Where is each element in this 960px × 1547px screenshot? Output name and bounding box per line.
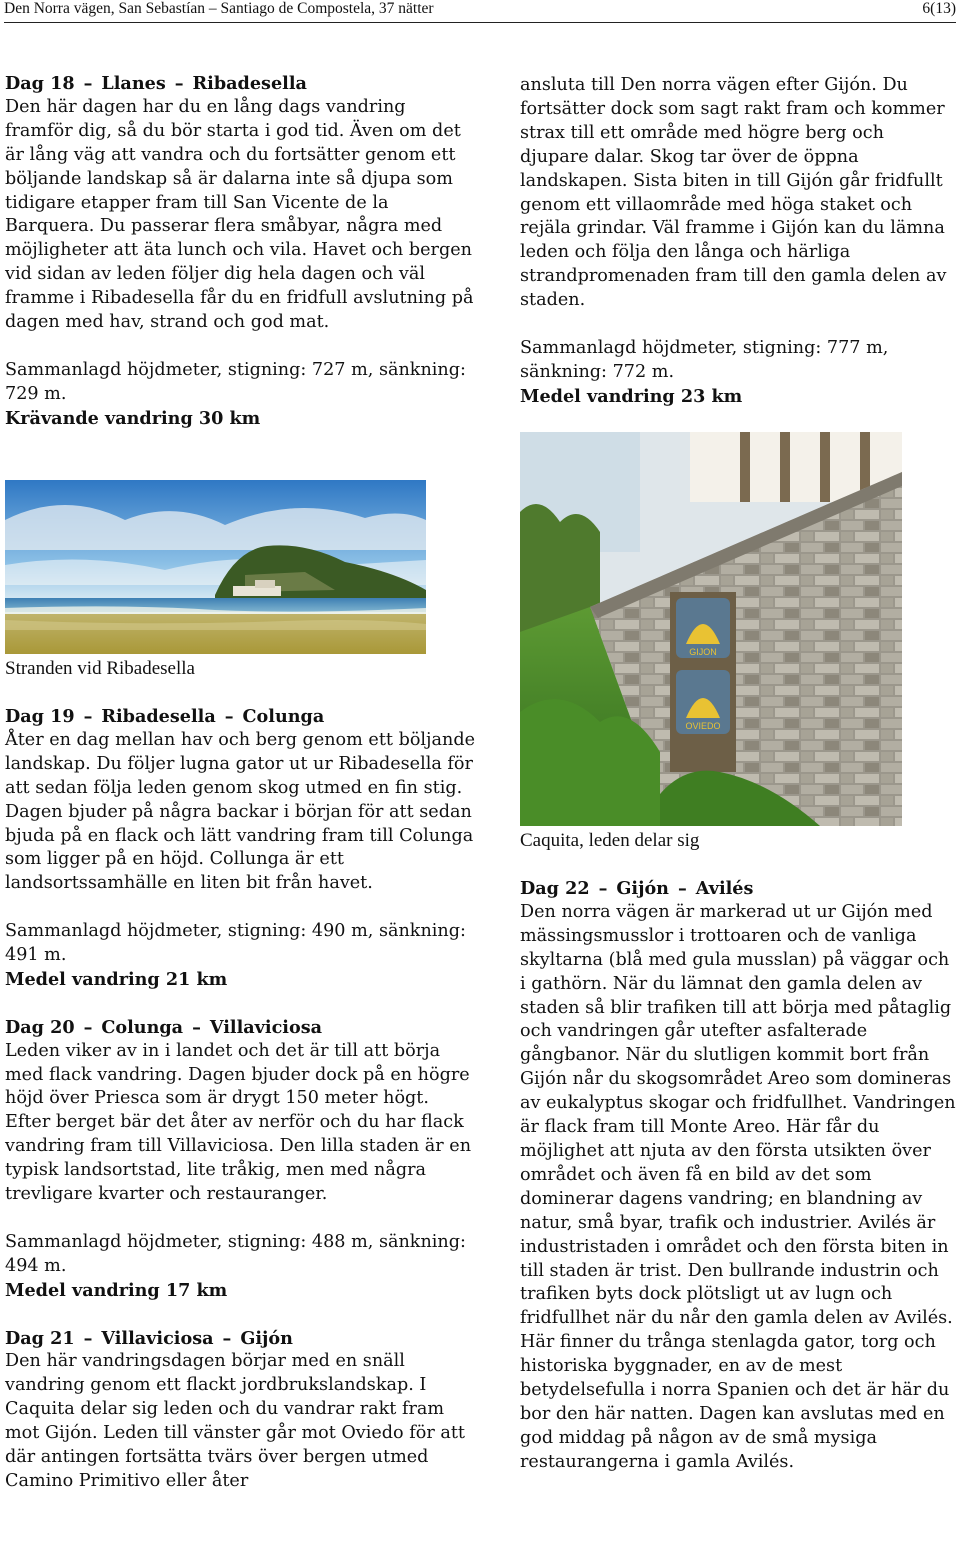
day22-to: Avilés bbox=[695, 878, 754, 899]
day18-summary: Krävande vandring 30 km bbox=[5, 407, 261, 429]
day18-section bbox=[5, 72, 477, 431]
day21-summary: Medel vandring 23 km bbox=[520, 385, 743, 407]
day19-label: Dag 19 bbox=[5, 706, 75, 727]
day20-elevation: Sammanlagd höjdmeter, stigning: 488 m, sänkning: 494 m. bbox=[5, 1231, 466, 1276]
day22-section bbox=[520, 877, 958, 1475]
wall-sign-top: GIJON bbox=[689, 647, 717, 657]
day21-continued bbox=[520, 74, 958, 409]
day19-summary: Medel vandring 21 km bbox=[5, 968, 228, 990]
day19-21-section bbox=[5, 705, 477, 1494]
day21-heading: Dag 21 – Villaviciosa – Gijón bbox=[5, 1327, 293, 1349]
day19-from: Ribadesella bbox=[101, 706, 216, 727]
beach-photo bbox=[5, 480, 426, 654]
day20-text: Leden viker av in i landet och det är till att börja med flack vandring. Dagen bjuder dock på en högre höjd över Priesca som är drygt 150 meter högt. Efter berget bär det åter av nerför och du har flack vandring fram till Villaviciosa. Den lilla staden är en typisk landsortstad, lite tråkig, men med några trevligare kvarter och restauranger. bbox=[5, 1040, 472, 1205]
day22-heading: Dag 22 – Gijón – Avilés bbox=[520, 878, 754, 899]
day21-text-continued: ansluta till Den norra vägen efter Gijón. Du fortsätter dock som sagt rakt fram och kommer strax till ett område med högre berg och djupare dalar. Skog tar över de öppna landskapen. Sista biten in till Gijón går fridfullt genom ett villaområde med höga staket och rejäla grindar. Väl framme i Gijón kan du lämna leden och följa den långa och härliga strandpromenaden fram till den gamla delen av staden. bbox=[520, 75, 947, 311]
day21-text: Den här vandringsdagen börjar med en snäll vandring genom ett flackt jordbrukslandskap. I Caquita delar sig leden och du vandrar rakt fram mot Gijón. Leden till vänster går mot Oviedo för att där antingen fortsätta tvärs över bergen utmed Camino Primitivo eller åter bbox=[5, 1351, 465, 1491]
day18-from: Llanes bbox=[101, 73, 166, 94]
day18-to: Ribadesella bbox=[192, 73, 307, 94]
document-title: Den Norra vägen, San Sebastían – Santiago de Compostela, 37 nätter bbox=[4, 0, 434, 17]
day22-text: Den norra vägen är markerad ut ur Gijón med mässingsmusslor i trottoaren och de vanliga skyltarna (blå med gula musslan) på väggar och i gathörn. När du lämnat den gamla delen av staden så blir trafiken till att börja med påtaglig och vandringen går utefter asfalterade gångbanor. När du slutligen kommit bort från Gijón når du skogsområdet Areo som domineras av eukalyptus skogar och fridfullhet. Vandringen är flack fram till Monte Areo. Här får du möjlighet att njuta av den första utsikten över området och även få en bild av det som dominerar dagens vandring; en blandning av natur, små byar, trafik och industrier. Avilés är industristaden i området och den första biten in till staden är trist. Den bullrande industrin och trafiken byts dock plötsligt ut av lugn och fridfullhet när du når den gamla delen av Avilés. Här finner du trånga stenlagda gator, torg och historiska byggnader, en av de mest betydelsefulla i norra Spanien och det är här du bor den här natten. Dagen kan avslutas med en god middag på någon av de små mysiga restaurangerna i gamla Avilés. bbox=[520, 901, 956, 1472]
day18-elevation: Sammanlagd höjdmeter, stigning: 727 m, sänkning: 729 m. bbox=[5, 359, 466, 404]
day19-heading: Dag 19 – Ribadesella – Colunga bbox=[5, 706, 325, 727]
day21-from: Villaviciosa bbox=[101, 1327, 214, 1349]
day22-from: Gijón bbox=[616, 878, 669, 899]
day20-label: Dag 20 bbox=[5, 1016, 75, 1038]
wall-caption: Caquita, leden delar sig bbox=[520, 830, 700, 851]
day21-to: Gijón bbox=[240, 1327, 293, 1349]
day19-to: Colunga bbox=[242, 706, 325, 727]
day19-text: Åter en dag mellan hav och berg genom ett böljande landskap. Du följer lugna gator ut ur Ribadesella för att sedan följa leden genom skog utmed en fin stig. Dagen bjuder på några backar i början för att sedan bjuda på en flack och lätt vandring fram till Colunga som ligger på en höjd. Collunga är ett landsortssamhälle en liten bit från havet. bbox=[5, 729, 476, 894]
day20-heading: Dag 20 – Colunga – Villaviciosa bbox=[5, 1016, 323, 1038]
day21-label: Dag 21 bbox=[5, 1327, 75, 1349]
page-number: 6(13) bbox=[922, 0, 956, 17]
wall-sign-bottom: OVIEDO bbox=[685, 721, 721, 731]
day18-heading: Dag 18 – Llanes – Ribadesella bbox=[5, 73, 307, 94]
page-header bbox=[4, 0, 956, 23]
wall-photo bbox=[520, 432, 902, 826]
day19-elevation: Sammanlagd höjdmeter, stigning: 490 m, sänkning: 491 m. bbox=[5, 921, 466, 966]
day20-to: Villaviciosa bbox=[209, 1016, 323, 1038]
beach-caption: Stranden vid Ribadesella bbox=[5, 658, 195, 679]
day21-elevation: Sammanlagd höjdmeter, stigning: 777 m, sänkning: 772 m. bbox=[520, 337, 889, 382]
day18-text: Den här dagen har du en lång dags vandring framför dig, så du bör starta i god tid. Även om det är lång väg att vandra och du fortsätter genom ett böljande landskap så är dalarna inte så djupa som tidigare etapper fram till San Vicente de la Barquera. Du passerar flera småbyar, några med möjligheter att äta lunch och vila. Havet och bergen vid sidan av leden följer dig hela dagen och väl framme i Ribadesella får du en fridfull avslutning på dagen med hav, strand och god mat. bbox=[5, 96, 474, 333]
day18-label: Dag 18 bbox=[5, 73, 75, 94]
wall-image bbox=[520, 432, 902, 826]
beach-image bbox=[5, 480, 426, 654]
day20-from: Colunga bbox=[101, 1016, 184, 1038]
day22-label: Dag 22 bbox=[520, 878, 590, 899]
day20-summary: Medel vandring 17 km bbox=[5, 1279, 228, 1301]
